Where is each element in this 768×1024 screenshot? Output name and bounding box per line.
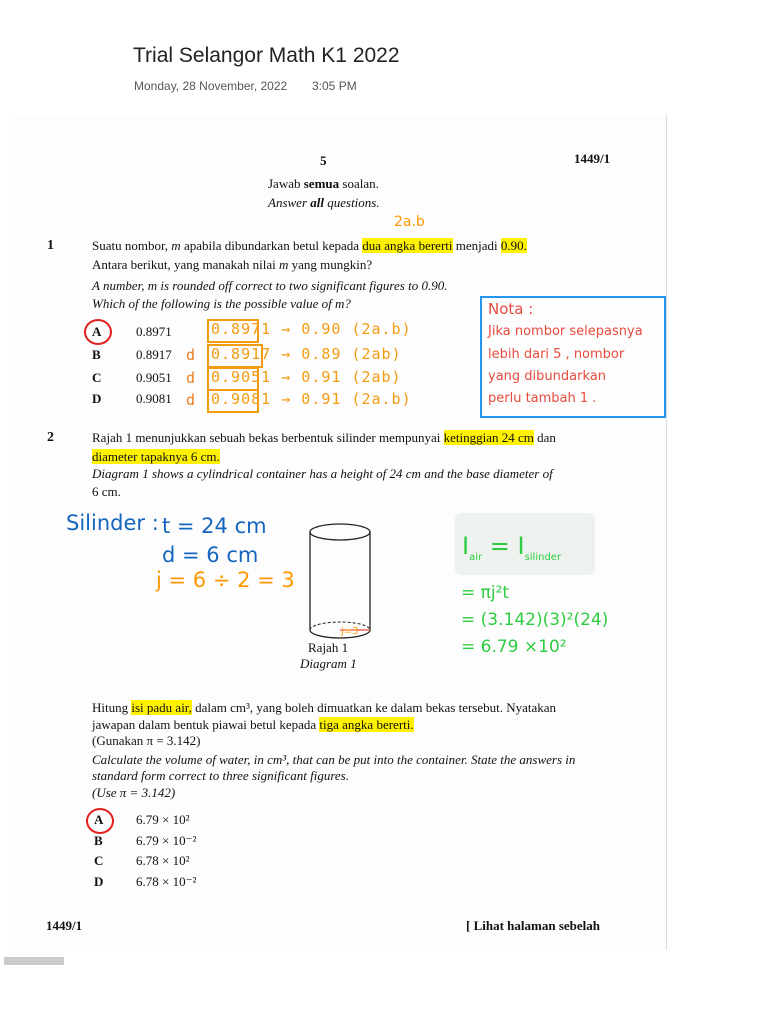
q1-option-value: 0.8971 bbox=[136, 324, 172, 339]
silinder-radius: j = 6 ÷ 2 = 3 bbox=[156, 568, 295, 592]
q1-option-label[interactable]: A bbox=[92, 324, 102, 339]
silinder-height: t = 24 cm bbox=[162, 514, 267, 538]
page-date: Monday, 28 November, 2022 bbox=[134, 79, 288, 93]
working-line: 0.9051 → 0.91 (2ab) bbox=[211, 368, 402, 386]
q1-text-en-line1: A number, m is rounded off correct to two significant figures to 0.90. bbox=[92, 278, 448, 293]
diagram-label-ms: Rajah 1 bbox=[308, 640, 349, 655]
formula-step: = 6.79 ×10² bbox=[461, 637, 567, 657]
q1-option-value: 0.9051 bbox=[136, 370, 172, 385]
q2-calc-ms-line2: jawapan dalam bentuk piawai betul kepada tiga angka bererti. bbox=[92, 717, 414, 732]
q2-number: 2 bbox=[47, 430, 54, 445]
q1-number: 1 bbox=[47, 238, 54, 253]
q2-option-value: 6.78 × 10⁻² bbox=[136, 874, 197, 889]
cylinder-diagram bbox=[300, 520, 380, 645]
radius-note: j=3 bbox=[341, 626, 359, 637]
q2-option-value: 6.79 × 10⁻² bbox=[136, 833, 197, 848]
footer-next-page: [ Lihat halaman sebelah bbox=[466, 918, 600, 933]
note-line: perlu tambah 1 . bbox=[488, 391, 597, 406]
q2-text-en-line2: 6 cm. bbox=[92, 484, 121, 499]
note-title: Nota : bbox=[488, 300, 534, 318]
q1-option-value: 0.9081 bbox=[136, 391, 172, 406]
q2-text-ms-line2: diameter tapaknya 6 cm. bbox=[92, 449, 220, 464]
q2-calc-ms-line3: (Gunakan π = 3.142) bbox=[92, 733, 201, 748]
note-line: Jika nombor selepasnya bbox=[488, 324, 643, 339]
working-line: 0.8971 → 0.90 (2a.b) bbox=[211, 320, 412, 338]
silinder-diameter: d = 6 cm bbox=[162, 543, 259, 567]
q2-option-value: 6.79 × 10² bbox=[136, 812, 190, 827]
silinder-label: Silinder : bbox=[66, 511, 159, 535]
scanner-watermark-icon bbox=[4, 957, 64, 965]
working-line: 0.9081 → 0.91 (2a.b) bbox=[211, 390, 412, 408]
q2-option-label[interactable]: B bbox=[94, 833, 103, 848]
q2-text-en-line1: Diagram 1 shows a cylindrical container has a height of 24 cm and the base diameter of bbox=[92, 466, 553, 481]
q2-calc-en-line3: (Use π = 3.142) bbox=[92, 785, 176, 800]
q1-text-en-line2: Which of the following is the possible value of m? bbox=[92, 296, 351, 311]
wrong-mark: d bbox=[186, 391, 197, 409]
q2-option-label[interactable]: C bbox=[94, 853, 104, 868]
formula-step: = (3.142)(3)²(24) bbox=[461, 610, 609, 630]
q2-calc-en-line1: Calculate the volume of water, in cm³, that can be put into the container. State the answers in bbox=[92, 752, 576, 767]
q2-calc-ms-line1: Hitung isi padu air, dalam cm³, yang boleh dimuatkan ke dalam bekas tersebut. Nyatakan bbox=[92, 700, 557, 715]
page-number: 5 bbox=[320, 153, 327, 168]
q1-option-value: 0.8917 bbox=[136, 347, 172, 362]
paper-code: 1449/1 bbox=[574, 151, 611, 166]
page-title: Trial Selangor Math K1 2022 bbox=[133, 44, 400, 67]
formula-step: = πj²t bbox=[461, 583, 510, 603]
wrong-mark: d bbox=[186, 346, 197, 364]
instruction-en: Answer all questions. bbox=[268, 195, 380, 210]
page-time: 3:05 PM bbox=[312, 79, 357, 93]
q1-text-ms-line1: Suatu nombor, m apabila dibundarkan betul kepada dua angka bererti menjadi 0.90. bbox=[92, 238, 527, 253]
q1-option-label[interactable]: D bbox=[92, 391, 102, 406]
note-line: lebih dari 5 , nombor bbox=[488, 347, 625, 362]
q2-option-value: 6.78 × 10² bbox=[136, 853, 190, 868]
q1-text-ms-line2: Antara berikut, yang manakah nilai m yang mungkin? bbox=[92, 257, 373, 272]
diagram-label-en: Diagram 1 bbox=[300, 656, 357, 671]
working-line: 0.8917 → 0.89 (2ab) bbox=[211, 345, 402, 363]
q1-option-label[interactable]: B bbox=[92, 347, 101, 362]
volume-formula: $I_{air} = I_{silinder}$ bbox=[462, 532, 562, 563]
footer-code: 1449/1 bbox=[46, 918, 83, 933]
q2-calc-en-line2: standard form correct to three significant figures. bbox=[92, 768, 349, 783]
q2-option-label[interactable]: A bbox=[94, 812, 104, 827]
q1-option-label[interactable]: C bbox=[92, 370, 102, 385]
q2-option-label[interactable]: D bbox=[94, 874, 104, 889]
note-line: yang dibundarkan bbox=[488, 369, 606, 384]
annotation-2ab: 2a.b bbox=[394, 214, 425, 230]
q2-text-ms-line1: Rajah 1 menunjukkan sebuah bekas berbentuk silinder mempunyai ketinggian 24 cm dan bbox=[92, 430, 556, 445]
wrong-mark: d bbox=[186, 369, 197, 387]
instruction-ms: Jawab semua soalan. bbox=[268, 176, 379, 191]
